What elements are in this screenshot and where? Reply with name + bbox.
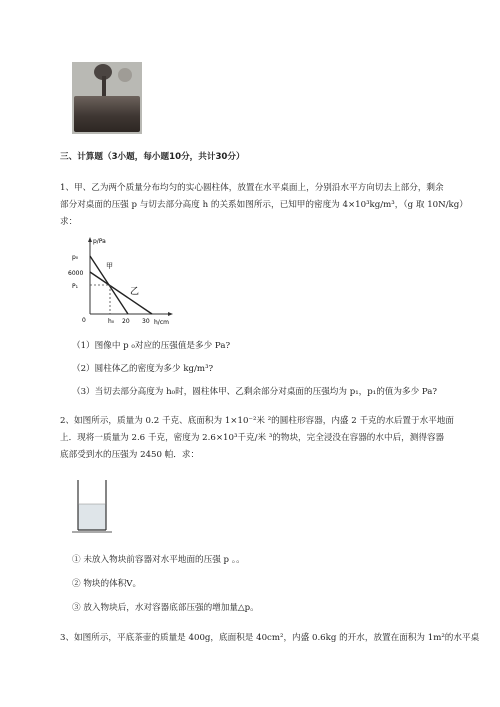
q2-line-1: 2、如图所示，质量为 0.2 千克、底面积为 1×10⁻²米 ²的圆柱形容器，内盛 2 千克的水后置于水平地面 <box>60 416 454 426</box>
q2-sub-1: ① 未放入物块前容器对水平地面的压强 p 。。 <box>72 555 245 565</box>
graph-y-tick-p1: P₁ <box>72 283 79 290</box>
graph-x-tick-30: 30 <box>142 318 150 325</box>
section-title: 三、计算题（3小题，每小题10分，共计30分） <box>60 152 245 162</box>
q1-line-1: 1、甲、乙为两个质量分布均匀的实心圆柱体，放置在水平桌面上，分别沿水平方向切去上部分，剩余 <box>60 183 444 193</box>
q2-line-3: 底部受到水的压强为 2450 帕．求： <box>60 450 200 460</box>
graph-y-label: p/Pa <box>93 238 106 245</box>
graph-label-jia: 甲 <box>106 262 113 270</box>
graph-x-tick-h0: h₀ <box>108 318 115 325</box>
graph-line-yi <box>90 272 152 314</box>
q1-sub-1: （1）图像中 p ₀对应的压强值是多少 Pa? <box>72 341 231 351</box>
graph-x-arrow <box>168 312 173 316</box>
graph-y-arrow <box>88 237 92 242</box>
q1-line-3: 求： <box>60 217 78 227</box>
photo-disc-shadow <box>118 68 132 82</box>
q2-line-2: 上．现将一质量为 2.6 千克，密度为 2.6×10³千克/米 ³的物块，完全浸没在容器的水中后，测得容器 <box>60 433 445 443</box>
q2-sub-2: ② 物块的体积V。 <box>72 579 142 589</box>
photo-brick <box>74 96 140 132</box>
q3-line-1: 3、如图所示，平底茶壶的质量是 400g，底面积是 40cm²，内盛 0.6kg 的开水，放置在面积为 1m²的水平桌 <box>60 633 480 643</box>
q2-sub-3: ③ 放入物块后，水对容器底部压强的增加量△p。 <box>72 603 259 613</box>
q1-sub-3: （3）当切去部分高度为 h₀时，圆柱体甲、乙剩余部分对桌面的压强均为 p₁，p₁的值为多少 Pa? <box>72 387 438 397</box>
graph-y-tick-6000: 6000 <box>68 270 84 277</box>
graph-y-tick-0: 0 <box>82 317 86 324</box>
graph-x-label: h/cm <box>154 319 169 326</box>
graph-x-tick-20: 20 <box>122 318 130 325</box>
q2-container-figure <box>72 478 112 536</box>
container-water <box>78 504 106 530</box>
q1-sub-2: （2）圆柱体乙的密度为多少 kg/m³? <box>72 364 214 374</box>
graph-y-tick-p0: p₀ <box>72 254 79 261</box>
q1-line-2: 部分对桌面的压强 p 与切去部分高度 h 的关系如图所示，已知甲的密度为 4×10³kg/m³，（g 取 10N/kg） <box>60 200 468 210</box>
q1-pressure-graph <box>66 234 178 326</box>
graph-label-yi: 乙 <box>130 287 140 297</box>
figure-photo-brick <box>72 62 142 134</box>
